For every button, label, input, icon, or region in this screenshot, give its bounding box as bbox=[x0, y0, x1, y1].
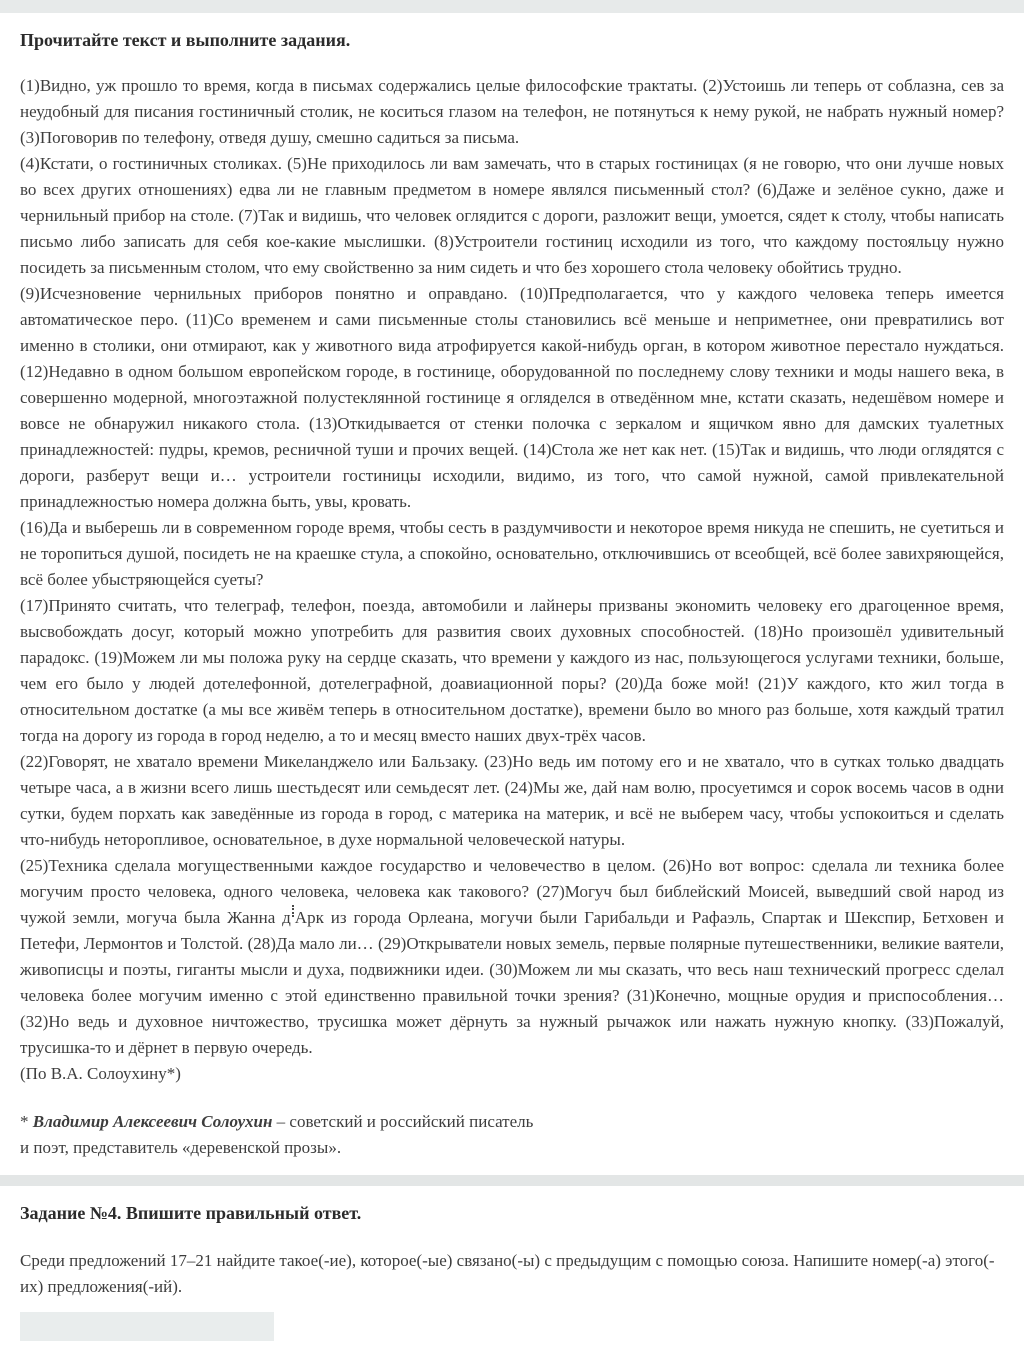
task-section bbox=[0, 1186, 1024, 1341]
top-bar bbox=[0, 0, 1024, 13]
paragraph-1: (1)Видно, уж прошло то время, когда в письмах содержались целые философские трактаты. (2)Устоишь ли теперь от соблазна, сев за неудобный для писания гостиничный столик, не коситься глазом на телефон, не потянуться к нему рукой, не набрать нужный номер? (3)Поговорив по телефону, отведя душу, смешно садиться за письма. bbox=[20, 76, 1004, 147]
task-title: Задание №4. Впишите правильный ответ. bbox=[20, 1203, 362, 1223]
paragraph-7-text-before: (25)Техника сделала могущественными каждое государство и человечество в целом. (26)Но вот вопрос: сделала ли техника более могучим просто человека, одного человека, человека как такового? (27)Могуч был библейский Моисей, выведший свой народ из чужой земли, могуча была Жанна д bbox=[20, 856, 1004, 927]
footnote-asterisk: * bbox=[20, 1112, 33, 1131]
page-content bbox=[0, 13, 1024, 1161]
paragraph-3: (9)Исчезновение чернильных приборов понятно и оправдано. (10)Предполагается, что у каждого человека теперь имеется автоматическое перо. (11)Со временем и сами письменные столы становились всё меньше и неприметнее, они превратились вот именно в столики, они отмирают, как у животного вида атрофируется какой-нибудь орган, в котором животное перестало нуждаться. (12)Недавно в одном большом европейском городе, в гостинице, оборудованной по последнему слову техники и моды нашего века, в совершенно модерной, многоэтажной полустеклянной гостинице я огляделся в отведённом мне, кстати сказать, недешёвом номере и вовсе не обнаружил никакого стола. (13)Откидывается от стенки полочка с зеркалом и ящичком явно для дамских туалетных принадлежностей: пудры, кремов, ресничной туши и прочих вещей. (14)Стола же нет как нет. (15)Так и видишь, что люди оглядятся с дороги, разберут вещи и… устроители гостиницы исходили, видимо, из того, что самой нужной, самой привлекательной принадлежностью номера должна быть, увы, кровать. bbox=[20, 284, 1004, 511]
author-name: Владимир Алексеевич Солоухин bbox=[32, 1112, 273, 1131]
paragraph-2: (4)Кстати, о гостиничных столиках. (5)Не приходилось ли вам замечать, что в старых гостиницах (я не говорю, что они лучше новых во всех других отношениях) едва ли не главным предметом в номере являлся письменный стол? (6)Даже и зелёное сукно, даже и чернильный прибор на столе. (7)Так и видишь, что человек оглядится с дороги, разложит вещи, умоется, сядет к столу, чтобы написать письмо либо записать для себя кое-какие мыслишки. (8)Устроители гостиниц исходили из того, что каждому постояльцу нужно посидеть за письменным столом, что ему свойственно за ним сидеть и что без хорошего стола человеку обойтись трудно. bbox=[20, 154, 1004, 277]
task-question: Среди предложений 17–21 найдите такое(-ие), которое(-ые) связано(-ы) с предыдущим с помощью союза. Напишите номер(-а) этого(-их) предложения(-ий). bbox=[20, 1251, 995, 1296]
paragraph-5: (17)Принято считать, что телеграф, телефон, поезда, автомобили и лайнеры призваны экономить человеку его драгоценное время, высвобождать досуг, который можно употребить для развития своих духовных способностей. (18)Но произошёл удивительный парадокс. (19)Можем ли мы положа руку на сердце сказать, что времени у каждого из нас, пользующегося услугами техники, больше, чем его было у людей дотелефонной, дотелеграфной, доавиационной поры? (20)Да боже мой! (21)У каждого, кто жил тогда в относительном достатке (а мы все живём теперь в относительном достатке), времени было во много раз больше, хотя каждый тратил тогда на дорогу из города в город неделю, а то и месяц вместо наших двух-трёх часов. bbox=[20, 596, 1004, 745]
text-cursor-artifact bbox=[292, 905, 294, 917]
instruction-heading: Прочитайте текст и выполните задания. bbox=[20, 30, 351, 50]
author-footnote bbox=[20, 1109, 1004, 1161]
footnote-description-line2: и поэт, представитель «деревенской прозы». bbox=[20, 1138, 342, 1157]
section-divider bbox=[0, 1175, 1024, 1186]
footnote-description-line1: – советский и российский писатель bbox=[272, 1112, 534, 1131]
paragraph-4: (16)Да и выберешь ли в современном городе время, чтобы сесть в раздумчивости и некоторое время никуда не спешить, не суетиться и не торопиться душой, посидеть не на краешке стула, а спокойно, основательно, отключившись от всеобщей, всё более завихряющейся, всё более убыстряющейся суеты? bbox=[20, 518, 1004, 589]
paragraph-7 bbox=[20, 853, 1004, 1061]
author-attribution: (По В.А. Солоухину*) bbox=[20, 1064, 181, 1083]
reading-text bbox=[20, 73, 1004, 1087]
answer-input[interactable] bbox=[20, 1312, 274, 1341]
paragraph-7-text-after: Арк из города Орлеана, могучи были Гарибальди и Рафаэль, Спартак и Шекспир, Бетховен и Петефи, Лермонтов и Толстой. (28)Да мало ли… (29)Открыватели новых земель, первые полярные путешественники, великие ваятели, живописцы и поэты, гиганты мысли и духа, подвижники идеи. (30)Можем ли мы сказать, что весь наш технический прогресс сделал человека более могучим именно с этой единственно правильной точки зрения? (31)Конечно, мощные орудия и приспособления… (32)Но ведь и духовное ничтожество, трусишка может дёрнуть за нужный рычажок или нажать нужную кнопку. (33)Пожалуй, трусишка-то и дёрнет в первую очередь. bbox=[20, 908, 1005, 1057]
paragraph-6: (22)Говорят, не хватало времени Микеланджело или Бальзаку. (23)Но ведь им потому его и не хватало, что в сутках только двадцать четыре часа, а в жизни всего лишь шестьдесят или семьдесят лет. (24)Мы же, дай нам волю, просуетимся и сорок восемь часов в одни сутки, будем порхать как заведённые из города в город, с материка на материк, и всё не выберем часу, чтобы успокоиться и сделать что-нибудь неторопливое, основательное, в духе нормальной человеческой натуры. bbox=[20, 752, 1004, 849]
